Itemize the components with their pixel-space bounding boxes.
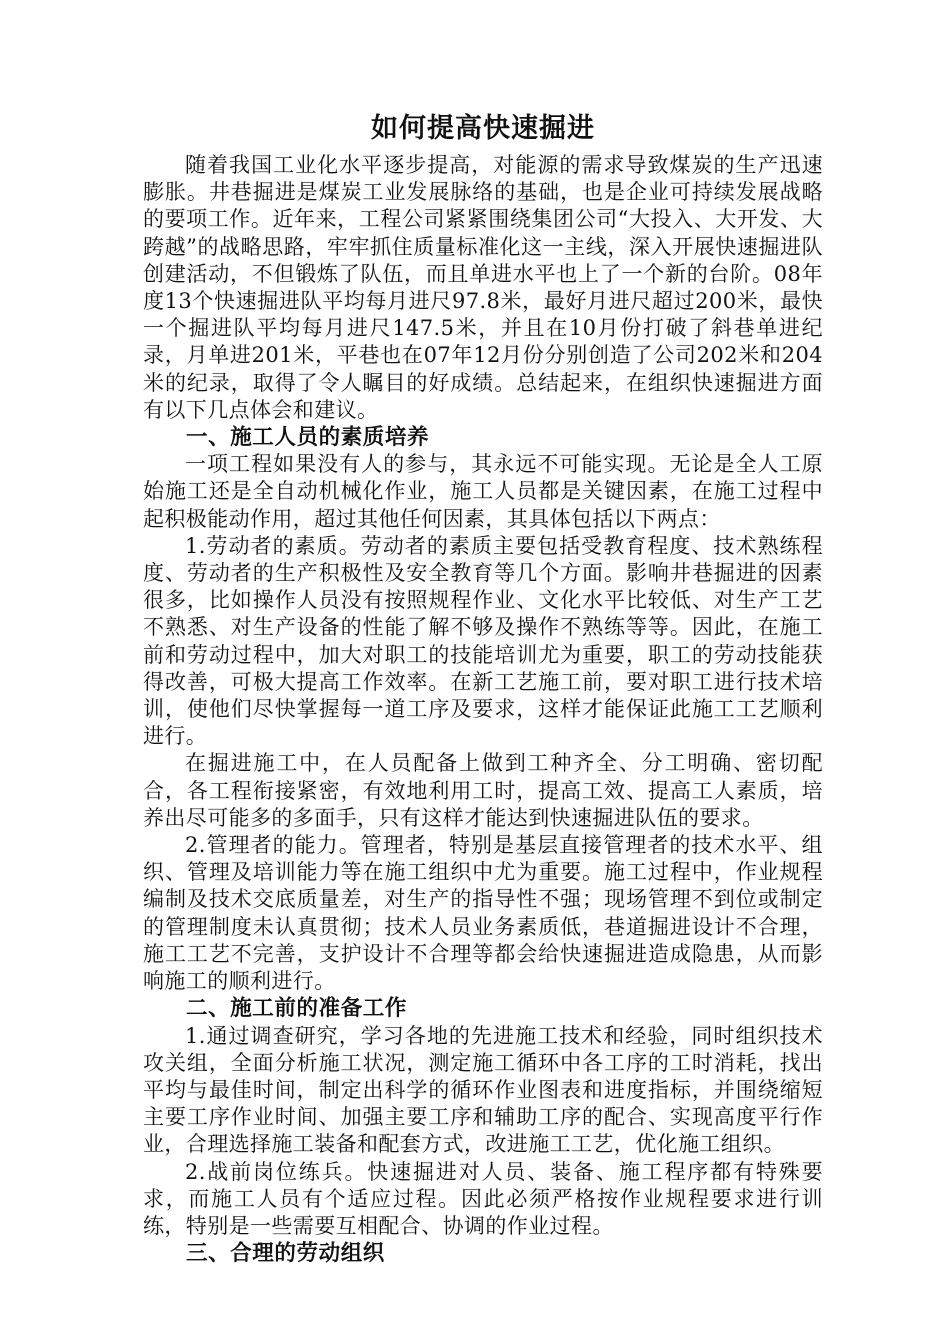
section-heading-1: 一、施工人员的素质培养 xyxy=(186,425,430,451)
section2-paragraph-2: 2.战前岗位练兵。快速掘进对人员、装备、施工程序都有特殊要求，而施工人员有个适应过程。因此必须严格按作业规程要求进行训练，特别是一些需要互相配合、协调的作业过程。 xyxy=(143,1159,823,1238)
intro-paragraph: 随着我国工业化水平逐步提高，对能源的需求导致煤炭的生产迅速膨胀。井巷掘进是煤炭工业发展脉络的基础，也是企业可持续发展战略的要项工作。近年来，工程公司紧紧围绕集团公司“大投入、大开发、大跨越”的战略思路，牢牢抓住质量标准化这一主线，深入开展快速掘进队创建活动，不但锻炼了队伍，而且单进水平也上了一个新的台阶。08年度13个快速掘进队平均每月进尺97.8米，最好月进尺超过200米，最快一个掘进队平均每月进尺147.5米，并且在10月份打破了斜巷单进纪录，月单进201米，平巷也在07年12月份分别创造了公司202米和204米的纪录，取得了令人瞩目的好成绩。总结起来，在组织快速掘进方面有以下几点体会和建议。 xyxy=(143,153,823,422)
document-title: 如何提高快速掘进 xyxy=(371,113,595,144)
section-heading-2: 二、施工前的准备工作 xyxy=(186,996,408,1022)
document-page xyxy=(143,112,823,1267)
section-heading-3: 三、合理的劳动组织 xyxy=(186,1241,385,1267)
section1-paragraph-2: 1.劳动者的素质。劳动者的素质主要包括受教育程度、技术熟练程度、劳动者的生产积极性及安全教育等几个方面。影响井巷掘进的因素很多，比如操作人员没有按照规程作业、文化水平比较低、对生产工艺不熟悉、对生产设备的性能了解不够及操作不熟练等等。因此，在施工前和劳动过程中，加大对职工的技能培训尤为重要，职工的劳动技能获得改善，可极大提高工作效率。在新工艺施工前，要对职工进行技术培训，使他们尽快掌握每一道工序及要求，这样才能保证此施工工艺顺利进行。 xyxy=(143,533,823,749)
section1-paragraph-3: 在掘进施工中，在人员配备上做到工种齐全、分工明确、密切配合，各工程衔接紧密，有效地利用工时，提高工效、提高工人素质，培养出尽可能多的多面手，只有这样才能达到快速掘进队伍的要求。 xyxy=(143,751,823,830)
section1-paragraph-1: 一项工程如果没有人的参与，其永远不可能实现。无论是全人工原始施工还是全自动机械化作业，施工人员都是关键因素，在施工过程中起积极能动作用，超过其他任何因素，其具体包括以下两点： xyxy=(143,452,823,531)
section1-paragraph-4: 2.管理者的能力。管理者，特别是基层直接管理者的技术水平、组织、管理及培训能力等在施工组织中尤为重要。施工过程中，作业规程编制及技术交底质量差，对生产的指导性不强；现场管理不到位或制定的管理制度未认真贯彻；技术人员业务素质低，巷道掘进设计不合理，施工工艺不完善，支护设计不合理等都会给快速掘进造成隐患，从而影响施工的顺利进行。 xyxy=(143,833,823,994)
section2-paragraph-1: 1.通过调查研究，学习各地的先进施工技术和经验，同时组织技术攻关组，全面分析施工状况，测定施工循环中各工序的工时消耗，找出平均与最佳时间，制定出科学的循环作业图表和进度指标，并围绕缩短主要工序作业时间、加强主要工序和辅助工序的配合、实现高度平行作业，合理选择施工装备和配套方式，改进施工工艺，优化施工组织。 xyxy=(143,1023,823,1157)
